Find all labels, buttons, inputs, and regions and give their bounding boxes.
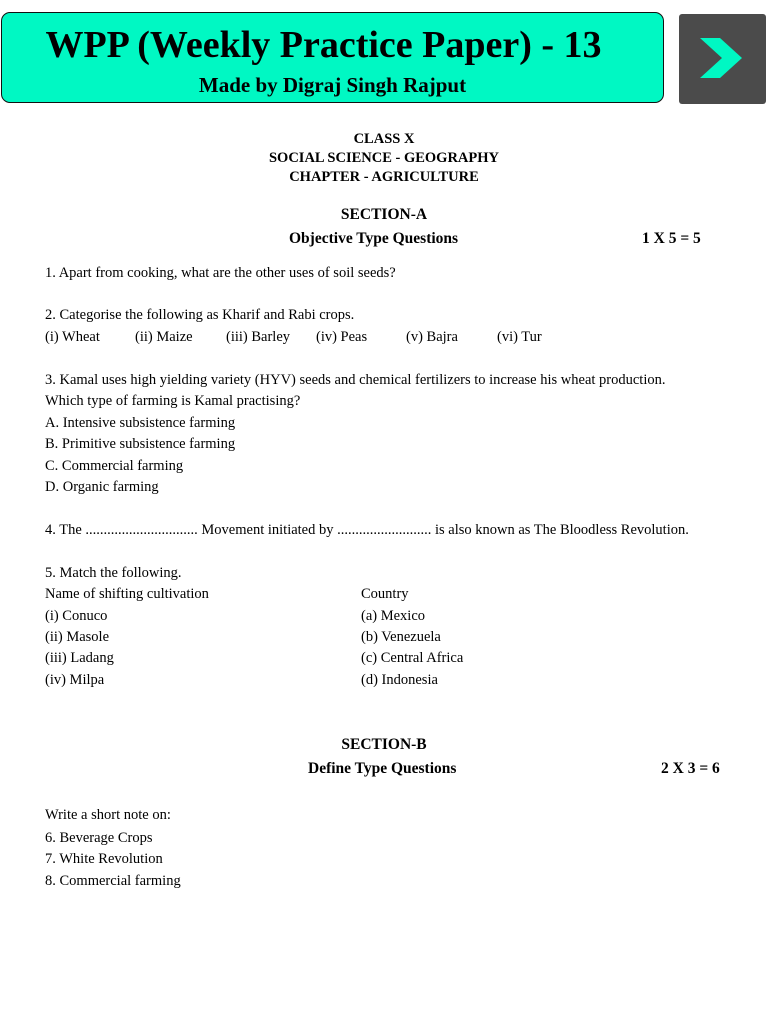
q2-item: (iv) Peas	[316, 329, 368, 345]
q3-option: A. Intensive subsistence farming	[45, 415, 236, 431]
question-6: 6. Beverage Crops	[45, 830, 153, 846]
match-column-1-header: Name of shifting cultivation	[45, 586, 209, 602]
q3-option: C. Commercial farming	[45, 458, 184, 474]
match-column-2-header: Country	[361, 586, 409, 602]
question-7: 7. White Revolution	[45, 851, 163, 867]
class-heading: CLASS X	[353, 131, 415, 147]
match-item-left: (iii) Ladang	[45, 650, 114, 666]
question-3-prompt: Which type of farming is Kamal practising?	[45, 393, 301, 409]
subject-heading: SOCIAL SCIENCE - GEOGRAPHY	[268, 150, 500, 166]
question-8: 8. Commercial farming	[45, 873, 181, 889]
match-item-left: (ii) Masole	[45, 629, 110, 645]
match-item-right: (c) Central Africa	[361, 650, 464, 666]
section-a-marks: 1 X 5 = 5	[642, 230, 701, 247]
q2-item: (ii) Maize	[135, 329, 193, 345]
paper-title: WPP (Weekly Practice Paper) - 13	[45, 24, 602, 66]
logo	[679, 14, 766, 104]
title-banner	[1, 12, 664, 103]
match-item-right: (b) Venezuela	[361, 629, 441, 645]
q2-item: (i) Wheat	[45, 329, 100, 345]
question-5: 5. Match the following.	[45, 565, 182, 581]
section-b-subtitle: Define Type Questions	[308, 760, 457, 777]
q2-item: (iii) Barley	[226, 329, 291, 345]
section-b-instruction: Write a short note on:	[45, 807, 171, 823]
match-item-right: (d) Indonesia	[361, 672, 438, 688]
author-line: Made by Digraj Singh Rajput	[198, 73, 467, 97]
match-item-left: (i) Conuco	[45, 608, 108, 624]
section-a-title: SECTION-A	[340, 206, 428, 223]
question-4: 4. The ............................... Movement initiated by .......................... is also known as The Bloodless Revolution.	[45, 522, 689, 538]
q3-option: D. Organic farming	[45, 479, 159, 495]
chapter-heading: CHAPTER - AGRICULTURE	[289, 169, 479, 185]
q3-option: B. Primitive subsistence farming	[45, 436, 236, 452]
section-b-title: SECTION-B	[341, 736, 427, 753]
q2-item: (vi) Tur	[497, 329, 542, 345]
match-item-right: (a) Mexico	[361, 608, 426, 624]
question-3: 3. Kamal uses high yielding variety (HYV) seeds and chemical fertilizers to increase his wheat production.	[45, 372, 666, 388]
match-item-left: (iv) Milpa	[45, 672, 105, 688]
section-a-subtitle: Objective Type Questions	[289, 230, 459, 247]
question-1: 1. Apart from cooking, what are the other uses of soil seeds?	[45, 265, 396, 281]
section-b-marks: 2 X 3 = 6	[661, 760, 720, 777]
question-2: 2. Categorise the following as Kharif and Rabi crops.	[45, 307, 355, 323]
q2-item: (v) Bajra	[406, 329, 458, 345]
chevron-double-right-icon	[698, 34, 746, 82]
